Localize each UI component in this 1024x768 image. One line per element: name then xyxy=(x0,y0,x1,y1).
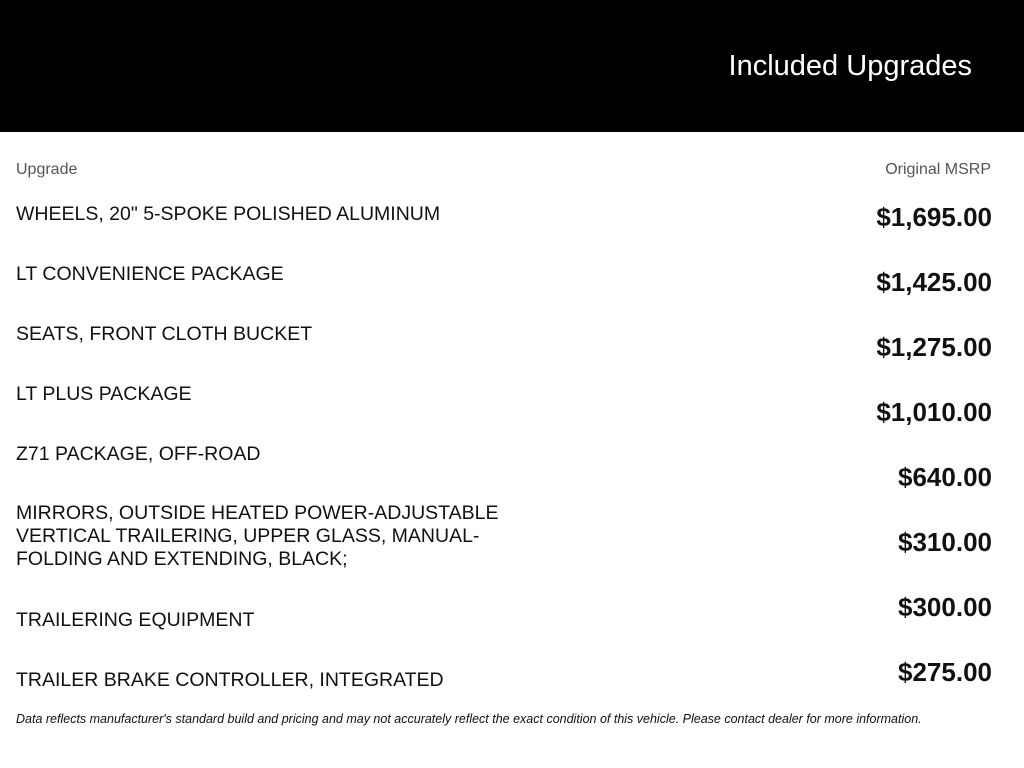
upgrade-name-lt-plus: LT PLUS PACKAGE xyxy=(16,383,192,405)
upgrade-name-mirrors: MIRRORS, OUTSIDE HEATED POWER-ADJUSTABLE VERTICAL TRAILERING, UPPER GLASS, MANUAL-FOLDING AND EXTENDING, BLACK; xyxy=(16,502,499,570)
upgrade-price-wheels: $1,695.00 xyxy=(876,202,992,232)
upgrade-price-lt-plus: $1,010.00 xyxy=(876,397,992,427)
upgrade-price-brake-controller: $275.00 xyxy=(898,657,992,687)
page-title: Included Upgrades xyxy=(728,50,972,82)
upgrade-price-seats: $1,275.00 xyxy=(876,332,992,362)
upgrade-name-lt-convenience: LT CONVENIENCE PACKAGE xyxy=(16,263,284,285)
upgrade-name-seats: SEATS, FRONT CLOTH BUCKET xyxy=(16,323,313,345)
msrp-column-header: Original MSRP xyxy=(885,161,991,178)
upgrade-price-trailering: $300.00 xyxy=(898,592,992,622)
upgrade-name-trailering: TRAILERING EQUIPMENT xyxy=(16,609,255,631)
upgrade-column-header: Upgrade xyxy=(16,161,78,178)
upgrade-price-mirrors: $310.00 xyxy=(898,527,992,557)
page-header xyxy=(0,0,1024,132)
upgrade-name-z71: Z71 PACKAGE, OFF-ROAD xyxy=(16,443,261,465)
upgrade-name-wheels: WHEELS, 20" 5-SPOKE POLISHED ALUMINUM xyxy=(16,203,441,225)
disclaimer-note: Data reflects manufacturer's standard build and pricing and may not accurately reflect the exact condition of this vehicle. Please contact dealer for more information. xyxy=(16,712,922,726)
upgrade-name-brake-controller: TRAILER BRAKE CONTROLLER, INTEGRATED xyxy=(16,669,444,691)
upgrade-price-lt-convenience: $1,425.00 xyxy=(876,267,992,297)
upgrade-price-z71: $640.00 xyxy=(898,462,992,492)
